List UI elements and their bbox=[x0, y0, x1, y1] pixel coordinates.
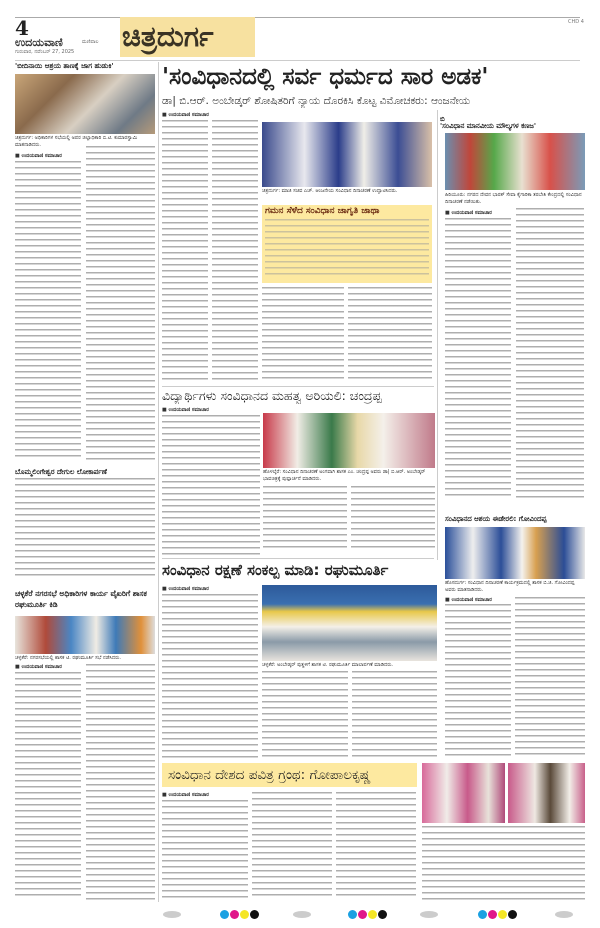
story-4-body-col2 bbox=[262, 671, 348, 759]
right-story-1-dateline: ■ ಉದಯವಾಣಿ ಸಮಾಚಾರ bbox=[445, 210, 492, 216]
middle-story-caption: ಹೊಳಲ್ಕೆರೆ: ಸಂವಿಧಾನ ದಿನಾಚರಣೆ ಅಂಗವಾಗಿ ಶಾಸಕ ಎಂ. ಚಂದ್ರಪ್ಪ ಅವರು ಡಾ| ಬಿ.ಆರ್. ಅಂಬೇಡ್ಕರ್ ಭಾವಚಿತ್ರಕ್ಕೆ ಪುಷ್ಪಾರ್ಚನೆ ಮಾಡಿದರು. bbox=[263, 469, 426, 482]
registration-dot-black bbox=[378, 910, 387, 919]
section-rule bbox=[162, 386, 434, 387]
edition-label: ಮಣಿಪಾಲ bbox=[82, 39, 99, 45]
left-story-caption: ಚಿತ್ರದುರ್ಗ: ಅಧಿಕಾರಿಗಳ ಸಭೆಯಲ್ಲಿ ಅಪರ ಜಿಲ್ಲಾಧಿಕಾರಿ ಬಿ.ಟಿ. ಕುಮಾರಸ್ವಾಮಿ ಮಾತನಾಡಿದರು. bbox=[15, 135, 138, 148]
page-number: 4 bbox=[15, 16, 29, 40]
right-story-2-caption: ಹೊಸದುರ್ಗ: ಸಂವಿಧಾನ ದಿನಾಚರಣೆ ಕಾರ್ಯಕ್ರಮದಲ್ಲಿ ಶಾಸಕ ಬಿ.ಜಿ. ಗೋವಿಂದಪ್ಪ ಅವರು ಮಾತನಾಡಿದರು. bbox=[445, 580, 575, 593]
right-story-1-photo bbox=[445, 133, 585, 190]
story-5-body-col4 bbox=[422, 826, 585, 900]
middle-story-body-col3 bbox=[351, 486, 435, 552]
right-story-2-photo bbox=[445, 527, 585, 579]
middle-story-dateline: ■ ಉದಯವಾಣಿ ಸಮಾಚಾರ bbox=[162, 407, 209, 413]
registration-oval bbox=[420, 911, 438, 918]
left-story-headline: 'ಬೀದಿನಾಯಿ ಆಶ್ರಯ ತಾಣಕ್ಕೆ ಜಾಗ ಹುಡುಕಿ' bbox=[15, 62, 114, 70]
story-5-dateline: ■ ಉದಯವಾಣಿ ಸಮಾಚಾರ bbox=[162, 792, 209, 798]
left-story-3-photo bbox=[15, 616, 155, 654]
story-5-headline: ಸಂವಿಧಾನ ದೇಶದ ಪವಿತ್ರ ಗ್ರಂಥ: ಗೋಪಾಲಕೃಷ್ಣ bbox=[168, 767, 371, 783]
registration-dot-magenta bbox=[230, 910, 239, 919]
registration-dot-yellow bbox=[368, 910, 377, 919]
left-story-photo bbox=[15, 74, 155, 134]
rally-box-body bbox=[265, 219, 429, 279]
registration-oval bbox=[293, 911, 311, 918]
story-5-photo-1 bbox=[422, 763, 505, 823]
lead-story-subheadline: ಡಾ| ಬಿ.ಆರ್. ಅಂಬೇಡ್ಕರ್‌ ಶೋಷಿತರಿಗೆ ನ್ಯಾಯ ದೊರಕಿಸಿ ಕೊಟ್ಟ ವಿಮೋಚಕರು: ಆಂಜನೇಯ bbox=[162, 95, 471, 107]
registration-dot-yellow bbox=[498, 910, 507, 919]
rally-box-headline: ಗಮನ ಸೆಳೆದ ಸಂವಿಧಾನ ಜಾಗೃತಿ ಜಾಥಾ bbox=[265, 206, 380, 216]
story-4-photo bbox=[262, 585, 437, 661]
lead-story-body-col3 bbox=[262, 287, 344, 382]
left-story-3-dateline: ■ ಉದಯವಾಣಿ ಸಮಾಚಾರ bbox=[15, 664, 62, 670]
registration-dot-black bbox=[250, 910, 259, 919]
story-4-body-col1 bbox=[162, 594, 258, 759]
lead-story-body-col1 bbox=[162, 120, 208, 382]
right-story-1-headline: 'ಸಂವಿಧಾನ ಮಾನವೀಯ ಮೌಲ್ಯಗಳ ಕಣಜ' bbox=[440, 122, 537, 130]
left-story-3-headline: ಚಳ್ಳಕೆರೆ ನಗರಸಭೆ ಅಧಿಕಾರಿಗಳ ಕಾರ್ಯ ವೈಖರಿಗೆ ಶಾಸಕ ರಘುಮೂರ್ತಿ ಕಿಡಿ bbox=[15, 589, 147, 609]
registration-dot-cyan bbox=[220, 910, 229, 919]
registration-oval bbox=[163, 911, 181, 918]
left-story-2-headline: ಬೊಮ್ಮಲಿಂಗೇಶ್ವರ ದೇಗುಲ ಲೋಕಾರ್ಪಣೆ bbox=[15, 468, 107, 476]
lead-story-caption: ಚಿತ್ರದುರ್ಗ: ಮಾಜಿ ಸಚಿವ ಎಚ್. ಆಂಜನೇಯ ಸಂವಿಧಾನ ದಿನಾಚರಣೆ ಉದ್ಘಾಟಿಸಿದರು. bbox=[262, 188, 398, 194]
right-story-1-body-col1 bbox=[445, 218, 511, 498]
lead-story-headline: 'ಸಂವಿಧಾನದಲ್ಲಿ ಸರ್ವ ಧರ್ಮದ ಸಾರ ಅಡಕ' bbox=[162, 64, 489, 90]
right-story-2-body-col1 bbox=[445, 604, 511, 759]
lead-story-body-col4 bbox=[348, 287, 432, 382]
right-story-2-body-col2 bbox=[515, 597, 585, 759]
section-title: ಚಿತ್ರದುರ್ಗ bbox=[122, 20, 214, 53]
left-story-3-caption: ಚಳ್ಳಕೆರೆ: ನಗರಸಭೆಯಲ್ಲಿ ಶಾಸಕ ಟಿ. ರಘುಮೂರ್ತಿ ಸಭೆ ನಡೆಸಿದರು. bbox=[15, 655, 121, 661]
registration-dot-magenta bbox=[488, 910, 497, 919]
registration-dot-yellow bbox=[240, 910, 249, 919]
registration-oval bbox=[555, 911, 573, 918]
story-5-body-col1 bbox=[162, 800, 248, 900]
paper-name: ಉದಯವಾಣಿ bbox=[15, 36, 63, 49]
middle-story-body-col2 bbox=[263, 486, 347, 552]
registration-dot-magenta bbox=[358, 910, 367, 919]
lead-story-dateline: ■ ಉದಯವಾಣಿ ಸಮಾಚಾರ bbox=[162, 112, 209, 118]
left-story-3-body-col2 bbox=[86, 664, 155, 900]
right-story-2-dateline: ■ ಉದಯವಾಣಿ ಸಮಾಚಾರ bbox=[445, 597, 492, 603]
story-5-photo-2 bbox=[508, 763, 585, 823]
column-divider bbox=[158, 62, 159, 902]
registration-dot-cyan bbox=[478, 910, 487, 919]
registration-dot-black bbox=[508, 910, 517, 919]
page-code: CHD 4 bbox=[568, 19, 584, 25]
lead-story-body-col2 bbox=[212, 120, 258, 382]
middle-story-photo bbox=[263, 413, 435, 468]
middle-story-headline: ವಿದ್ಯಾರ್ಥಿಗಳು ಸಂವಿಧಾನದ ಮಹತ್ವ ಅರಿಯಲಿ: ಚಂದ್ರಪ್ಪ bbox=[162, 388, 382, 403]
top-rule bbox=[15, 17, 580, 18]
left-story-3-body-col1 bbox=[15, 672, 81, 900]
right-story-1-kicker: ಬಿ bbox=[440, 115, 445, 123]
right-story-1-body-col2 bbox=[516, 208, 584, 498]
left-story-body-col2 bbox=[86, 146, 155, 461]
left-story-2-body bbox=[15, 478, 155, 576]
story-4-dateline: ■ ಉದಯವಾಣಿ ಸಮಾಚಾರ bbox=[162, 586, 209, 592]
right-story-2-headline: ಸಂವಿಧಾನದ ಆಶಯ ಈಡೇರಲಿ: ಗೋವಿಂದಪ್ಪ bbox=[445, 515, 547, 523]
story-4-body-col3 bbox=[352, 671, 437, 759]
story-4-caption: ಚಳ್ಳಕೆರೆ: ಅಂಬೇಡ್ಕರ್ ಪುತ್ಥಳಿಗೆ ಶಾಸಕ ಟಿ. ರಘುಮೂರ್ತಿ ಮಾಲಾರ್ಪಣೆ ಮಾಡಿದರು. bbox=[262, 662, 394, 668]
story-5-body-col2 bbox=[252, 792, 332, 900]
left-story-dateline: ■ ಉದಯವಾಣಿ ಸಮಾಚಾರ bbox=[15, 153, 62, 159]
right-story-1-caption: ಹಿರಿಯೂರು: ನಗರದ ದೇವನ ಭಾರತ್ ಸೇವಾ ಕೈಗಾರಿಕಾ ತರಬೇತಿ ಕೇಂದ್ರದಲ್ಲಿ ಸಂವಿಧಾನ ದಿನಾಚರಣೆ ನಡೆಯಿತು. bbox=[445, 192, 582, 205]
masthead-rule bbox=[15, 60, 580, 61]
column-divider bbox=[437, 110, 438, 560]
middle-story-body-col1 bbox=[162, 415, 260, 555]
registration-dot-cyan bbox=[348, 910, 357, 919]
story-5-body-col3 bbox=[336, 792, 416, 900]
publication-date: ಗುರುವಾರ, ನವೆಂಬರ್ 27, 2025 bbox=[15, 49, 75, 55]
story-4-headline: ಸಂವಿಧಾನ ರಕ್ಷಣೆ ಸಂಕಲ್ಪ ಮಾಡಿ: ರಘುಮೂರ್ತಿ bbox=[162, 561, 389, 579]
left-story-body-col1 bbox=[15, 161, 81, 461]
lead-story-photo bbox=[262, 122, 432, 187]
